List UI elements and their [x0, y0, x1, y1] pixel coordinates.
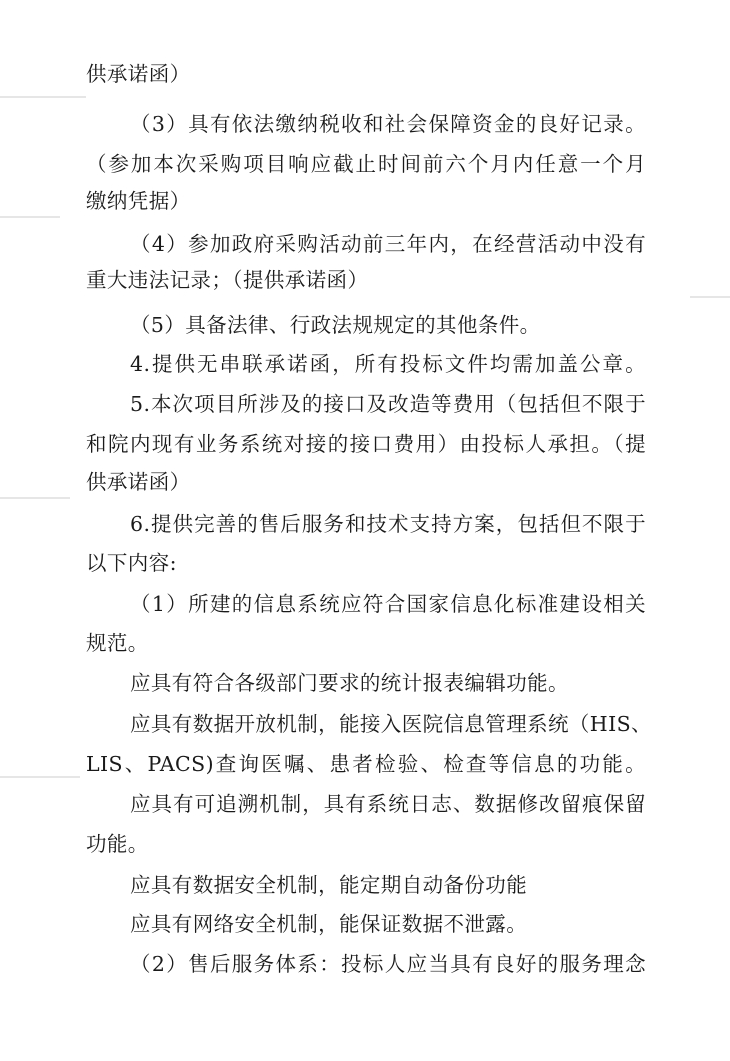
- text-line-4: 缴纳凭据）: [86, 189, 191, 213]
- scan-artifact: [0, 216, 60, 218]
- scan-artifact: [690, 296, 730, 298]
- text-line-3: （参加本次采购项目响应截止时间前六个月内任意一个月: [86, 152, 646, 176]
- text-line-13: 以下内容:: [86, 551, 177, 575]
- text-line-12: 6.提供完善的售后服务和技术支持方案，包括但不限于: [130, 512, 646, 536]
- text-line-9: 5.本次项目所涉及的接口及改造等费用（包括但不限于: [130, 392, 646, 416]
- text-line-23: （2）售后服务体系：投标人应当具有良好的服务理念: [130, 952, 646, 976]
- scan-artifact: [0, 96, 86, 98]
- text-line-1: 供承诺函）: [86, 62, 191, 86]
- text-line-10: 和院内现有业务系统对接的接口费用）由投标人承担。（提: [86, 432, 646, 456]
- scan-artifact: [0, 776, 80, 778]
- text-line-22: 应具有网络安全机制，能保证数据不泄露。: [130, 912, 528, 936]
- text-line-6: 重大违法记录；（提供承诺函）: [86, 268, 369, 292]
- scan-artifact: [0, 497, 70, 499]
- text-line-20: 功能。: [86, 832, 149, 856]
- text-line-21: 应具有数据安全机制，能定期自动备份功能: [130, 873, 528, 897]
- text-line-18: LIS、PACS)查询医嘱、患者检验、检查等信息的功能。: [86, 752, 646, 776]
- text-line-11: 供承诺函）: [86, 470, 191, 494]
- text-line-7: （5）具备法律、行政法规规定的其他条件。: [130, 313, 541, 337]
- text-line-5: （4）参加政府采购活动前三年内，在经营活动中没有: [130, 232, 646, 256]
- text-line-16: 应具有符合各级部门要求的统计报表编辑功能。: [130, 671, 569, 695]
- text-line-2: （3）具有依法缴纳税收和社会保障资金的良好记录。: [130, 112, 646, 136]
- text-line-17: 应具有数据开放机制，能接入医院信息管理系统（HIS、: [130, 712, 652, 736]
- text-line-8: 4.提供无串联承诺函，所有投标文件均需加盖公章。: [130, 352, 646, 376]
- text-line-19: 应具有可追溯机制，具有系统日志、数据修改留痕保留: [130, 792, 646, 816]
- text-line-14: （1）所建的信息系统应符合国家信息化标准建设相关: [130, 592, 646, 616]
- text-line-15: 规范。: [86, 631, 149, 655]
